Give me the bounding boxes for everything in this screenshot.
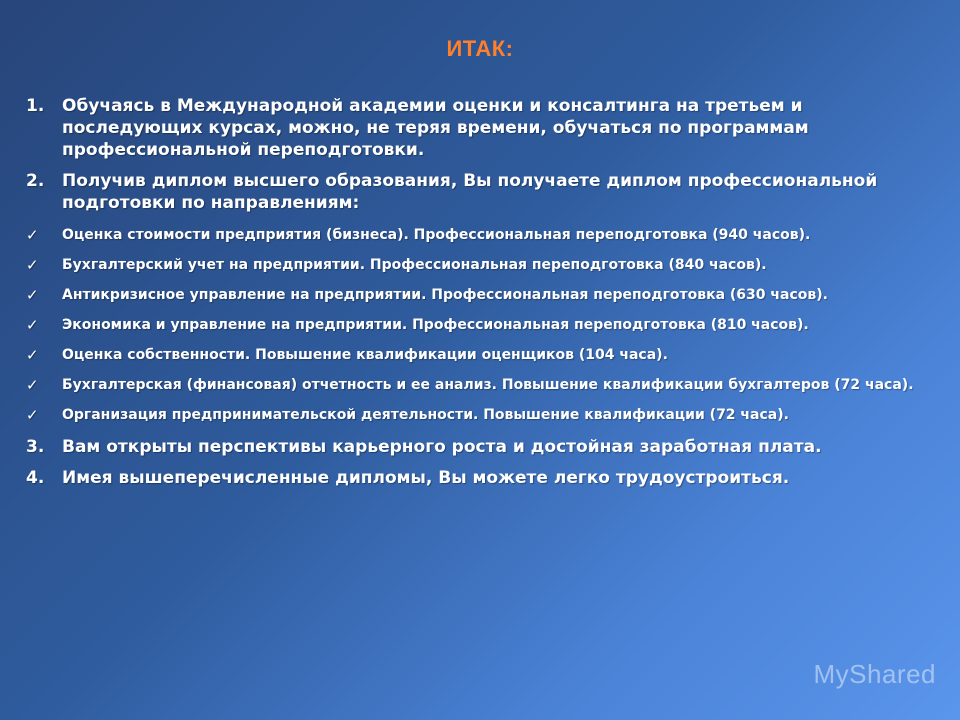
checklist-item [26, 406, 926, 425]
numbered-item-1 [26, 95, 926, 161]
checkmark-icon: ✓ [26, 286, 39, 304]
numbered-item-2 [26, 170, 926, 214]
slide-content [26, 95, 926, 489]
checklist-text: Организация предпринимательской деятельности. Повышение квалификации (72 часа). [62, 407, 789, 423]
checklist-text: Экономика и управление на предприятии. Профессиональная переподготовка (810 часов). [62, 317, 809, 333]
item-number: 1. [26, 96, 45, 116]
item-text: Получив диплом высшего образования, Вы получаете диплом профессиональной подготовки по направлениям: [62, 171, 878, 213]
checklist-text: Оценка стоимости предприятия (бизнеса). Профессиональная переподготовка (940 часов). [62, 227, 811, 243]
checklist-item [26, 286, 926, 305]
item-text: Обучаясь в Международной академии оценки и консалтинга на третьем и последующих курсах, можно, не теряя времени, обучаться по программам профессиональной переподготовки. [62, 96, 809, 160]
item-text: Вам открыты перспективы карьерного роста и достойная заработная плата. [62, 437, 822, 457]
checklist-text: Бухгалтерская (финансовая) отчетность и ее анализ. Повышение квалификации бухгалтеров (72 часа). [62, 377, 914, 393]
checkmark-icon: ✓ [26, 316, 39, 334]
item-number: 3. [26, 437, 45, 457]
checkmark-icon: ✓ [26, 256, 39, 274]
checklist-text: Бухгалтерский учет на предприятии. Профессиональная переподготовка (840 часов). [62, 257, 767, 273]
slide-title: ИТАК: [446, 36, 514, 61]
checklist-item [26, 256, 926, 275]
checkmark-icon: ✓ [26, 406, 39, 424]
checkmark-icon: ✓ [26, 376, 39, 394]
checklist-item [26, 376, 926, 395]
watermark-logo: MyShared [813, 659, 936, 689]
checkmark-icon: ✓ [26, 346, 39, 364]
numbered-item-4 [26, 467, 926, 489]
item-number: 4. [26, 468, 45, 488]
checklist-text: Антикризисное управление на предприятии. Профессиональная переподготовка (630 часов). [62, 287, 828, 303]
checklist-item [26, 346, 926, 365]
item-number: 2. [26, 171, 45, 191]
numbered-item-3 [26, 436, 926, 458]
checklist-item [26, 226, 926, 245]
item-text: Имея вышеперечисленные дипломы, Вы можете легко трудоустроиться. [62, 468, 790, 488]
checkmark-icon: ✓ [26, 226, 39, 244]
checklist-text: Оценка собственности. Повышение квалификации оценщиков (104 часа). [62, 347, 668, 363]
checklist-item [26, 316, 926, 335]
